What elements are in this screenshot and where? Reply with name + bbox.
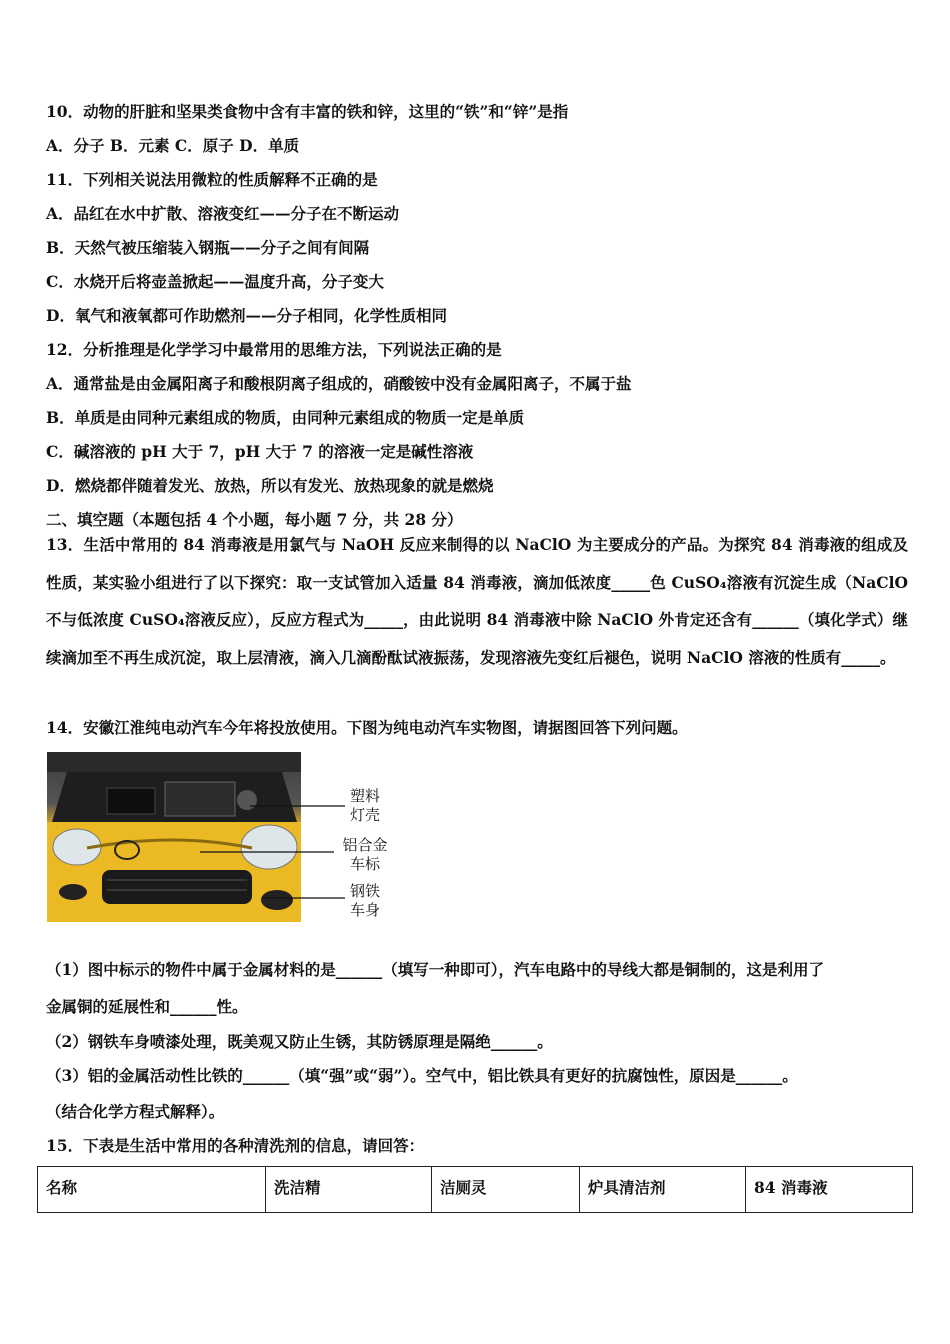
q10-stem: 10．动物的肝脏和坚果类食物中含有丰富的铁和锌，这里的“铁”和“锌”是指 (46, 102, 569, 121)
q14-part3: （3）铝的金属活动性比铁的______（填“强”或“弱”）。空气中，铝比铁具有更好的抗腐蚀性，原因是______。 (46, 1066, 798, 1085)
q14-part3-line2: （结合化学方程式解释）。 (46, 1102, 225, 1121)
q11-option-c: C．水烧开后将壶盖掀起——温度升高，分子变大 (46, 272, 384, 291)
q12-option-a: A．通常盐是由金属阳离子和酸根阴离子组成的，硝酸铵中没有金属阳离子，不属于盐 (46, 374, 632, 393)
label-steel-line1: 钢铁 (349, 882, 380, 900)
label-aluminum-line1: 铝合金 (342, 836, 388, 854)
q11-option-d: D．氧气和液氧都可作助燃剂——分子相同，化学性质相同 (46, 306, 447, 325)
q11-option-a: A．品红在水中扩散、溶液变红——分子在不断运动 (46, 204, 400, 223)
label-plastic (335, 787, 395, 825)
q10-options: A．分子 B．元素 C．原子 D．单质 (46, 136, 300, 155)
table-header-row (38, 1167, 913, 1213)
table-header-cell: 名称 (38, 1167, 266, 1213)
table-header-cell: 洁厕灵 (432, 1167, 580, 1213)
q11-stem: 11．下列相关说法用微粒的性质解释不正确的是 (46, 170, 378, 189)
q12-option-b: B．单质是由同种元素组成的物质，由同种元素组成的物质一定是单质 (46, 408, 525, 427)
q13-paragraph: 13．生活中常用的 84 消毒液是用氯气与 NaOH 反应来制得的以 NaClO 为主要成分的产品。为探究 84 消毒液的组成及性质，某实验小组进行了以下探究：取一支试管加入适量 84 消毒液，滴加低浓度_____色 CuSO₄溶液有沉淀生成（NaClO 不与低浓度 CuSO₄溶液反应），反应方程式为_____，由此说明 84 消毒液中除 NaClO 外肯定还含有______（填化学式）继续滴加至不再生成沉淀，取上层清液，滴入几滴酚酞试液振荡，发现溶液先变红后褪色，说明 NaClO 溶液的性质有_____。 (46, 535, 908, 667)
label-plastic-line2: 灯壳 (349, 806, 380, 824)
table-header-cell: 炉具清洁剂 (580, 1167, 746, 1213)
label-steel (335, 882, 395, 920)
section-heading: 二、填空题（本题包括 4 个小题，每小题 7 分，共 28 分） (46, 510, 463, 529)
table-header-cell: 84 消毒液 (746, 1167, 913, 1213)
q14-part2: （2）钢铁车身喷漆处理，既美观又防止生锈，其防锈原理是隔绝______。 (46, 1032, 553, 1051)
table-header-cell: 洗洁精 (266, 1167, 432, 1213)
label-aluminum (335, 836, 395, 874)
q15-stem: 15．下表是生活中常用的各种清洗剂的信息，请回答： (46, 1136, 425, 1155)
q12-stem: 12．分析推理是化学学习中最常用的思维方法，下列说法正确的是 (46, 340, 502, 359)
q12-option-d: D．燃烧都伴随着发光、放热，所以有发光、放热现象的就是燃烧 (46, 476, 494, 495)
q11-option-b: B．天然气被压缩装入钢瓶——分子之间有间隔 (46, 238, 370, 257)
q14-part1-line1: （1）图中标示的物件中属于金属材料的是______（填写一种即可），汽车电路中的导线大都是铜制的，这是利用了 (46, 960, 825, 979)
label-steel-line2: 车身 (349, 901, 380, 919)
q14-stem: 14．安徽江淮纯电动汽车今年将投放使用。下图为纯电动汽车实物图，请据图回答下列问题。 (46, 718, 688, 737)
label-plastic-line1: 塑料 (349, 787, 380, 805)
q12-option-c: C．碱溶液的 pH 大于 7，pH 大于 7 的溶液一定是碱性溶液 (46, 442, 474, 461)
cleaner-table (37, 1166, 913, 1213)
q14-part1-line2: 金属铜的延展性和______性。 (46, 997, 248, 1016)
label-aluminum-line2: 车标 (349, 855, 380, 873)
